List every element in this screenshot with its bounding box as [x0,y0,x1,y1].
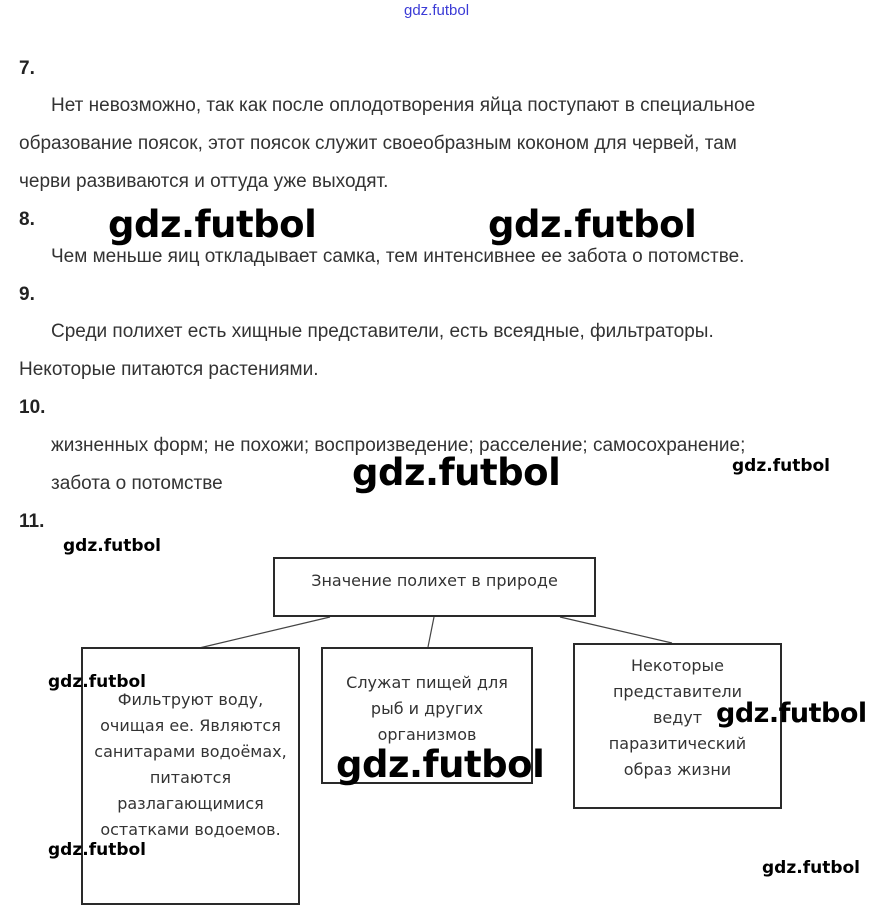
question-9-line-2: Некоторые питаются растениями. [19,359,319,380]
diagram-child-label-2: Служат пищей для рыб и других организмов [346,673,508,744]
connector-left [195,617,330,649]
diagram-child-label-1: Фильтруют воду, очищая ее. Являются санитарами водоёмах, питаются разлагающимися остатками водоемов. [94,690,287,839]
diagram-root-box [273,557,596,617]
question-7-line-2: образование поясок, этот поясок служит своеобразным коконом для червей, там [19,133,737,154]
question-9-number: 9. [19,284,35,305]
question-10-line-1: жизненных форм; не похожи; воспроизведение; расселение; самосохранение; [51,435,746,456]
watermark-large-1: gdz.futbol [108,203,317,246]
watermark-large-4: gdz.futbol [336,743,545,786]
watermark-small-4: gdz.futbol [48,840,146,860]
diagram-child-label-3: Некоторые представители ведут паразитический образ жизни [608,656,747,779]
question-8-number: 8. [19,209,35,230]
question-10-line-2: забота о потомстве [51,473,223,494]
watermark-large-2: gdz.futbol [488,203,697,246]
connector-right [560,617,672,643]
question-7-line-3: черви развиваются и оттуда уже выходят. [19,171,389,192]
question-11-number: 11. [19,511,45,532]
watermark-small-3: gdz.futbol [48,672,146,692]
question-8-line-1: Чем меньше яиц откладывает самка, тем интенсивнее ее забота о потомстве. [51,246,745,267]
diagram-root-label: Значение полихет в природе [311,571,558,590]
connector-middle [428,617,434,647]
watermark-small-2: gdz.futbol [63,536,161,556]
question-7-line-1: Нет невозможно, так как после оплодотворения яйца поступают в специальное [51,95,756,116]
question-9-line-1: Среди полихет есть хищные представители, есть всеядные, фильтраторы. [51,321,714,342]
watermark-medium-1: gdz.futbol [716,698,867,729]
watermark-small-1: gdz.futbol [732,456,830,476]
question-7-number: 7. [19,58,35,79]
watermark-large-3: gdz.futbol [352,451,561,494]
question-10-number: 10. [19,397,46,418]
watermark-top: gdz.futbol [404,2,470,19]
watermark-small-5: gdz.futbol [762,858,860,878]
